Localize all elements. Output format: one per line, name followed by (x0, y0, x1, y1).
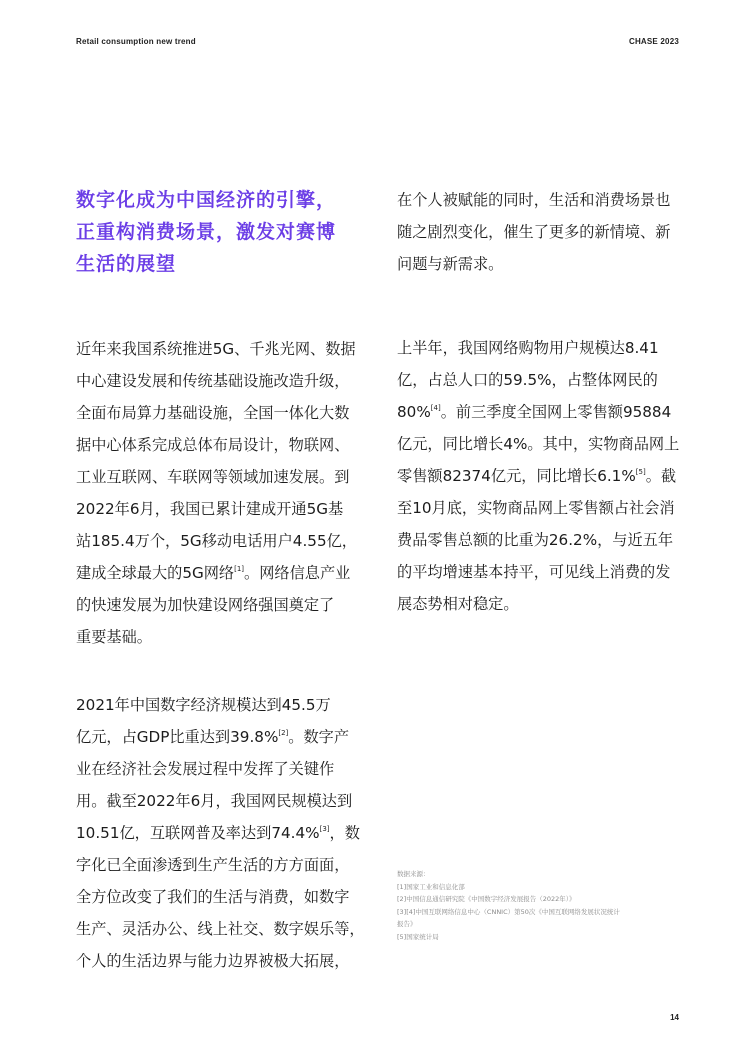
text-line: 个人的生活边界与能力边界被极大拓展， (76, 952, 350, 970)
text-line: 近年来我国系统推进5G、千兆光网、数据 (76, 340, 356, 358)
section-heading (76, 184, 366, 280)
text-segment: 。前三季度全国网上零售额95884 (440, 403, 672, 421)
text-line: 亿元，同比增长4%。其中，实物商品网上 (397, 435, 680, 453)
footnote-ref: [5] (635, 468, 646, 476)
footnote-ref: [2] (278, 729, 289, 737)
footnote-ref: [4] (430, 404, 441, 412)
text-segment: 亿元，占GDP比重达到39.8% (76, 728, 279, 746)
text-line: 业在经济社会发展过程中发挥了关键作 (76, 760, 335, 778)
source-item: [1]国家工业和信息化部 (397, 882, 465, 891)
text-line (76, 817, 366, 849)
footnote-ref: [3] (319, 825, 330, 833)
text-line: 生产、灵活办公、线上社交、数字娱乐等， (76, 920, 365, 938)
source-item: [5]国家统计局 (397, 932, 439, 941)
text-segment: ，数 (329, 824, 360, 842)
paragraph-empowerment (397, 184, 687, 280)
text-line: 在个人被赋能的同时，生活和消费场景也 (397, 191, 671, 209)
text-line: 站185.4万个，5G移动电话用户4.55亿， (76, 532, 357, 550)
text-line: 工业互联网、车联网等领域加速发展。到 (76, 468, 350, 486)
text-line: 上半年，我国网络购物用户规模达8.41 (397, 339, 659, 357)
text-line: 字化已全面渗透到生产生活的方方面面， (76, 856, 350, 874)
text-segment: 80% (397, 403, 431, 421)
footnote-ref: [1] (234, 565, 245, 573)
text-line: 展态势相对稳定。 (397, 595, 519, 613)
paragraph-online-shopping (397, 332, 687, 620)
left-column (76, 184, 366, 1013)
data-sources (397, 868, 697, 943)
right-column (397, 184, 687, 656)
text-line: 的快速发展为加快建设网络强国奠定了 (76, 596, 335, 614)
text-line: 至10月底，实物商品网上零售额占社会消 (397, 499, 675, 517)
paragraph-5g-infrastructure (76, 333, 366, 653)
header-brand: CHASE 2023 (628, 37, 679, 46)
text-line: 亿，占总人口的59.5%，占整体网民的 (397, 371, 658, 389)
text-segment: 。截 (645, 467, 677, 485)
text-line: 用。截至2022年6月，我国网民规模达到 (76, 792, 353, 810)
source-item: [3][4]中国互联网络信息中心（CNNIC）第50次《中国互联网络发展状况统计 (397, 907, 620, 916)
text-line (76, 721, 366, 753)
source-item: 报告》 (397, 920, 417, 928)
text-line: 重要基础。 (76, 628, 152, 646)
text-segment: 零售额82374亿元，同比增长6.1% (397, 467, 636, 485)
sources-title: 数据来源： (397, 870, 430, 878)
text-line: 全面布局算力基础设施，全国一体化大数 (76, 404, 350, 422)
text-segment: 建成全球最大的5G网络 (76, 564, 235, 582)
text-line: 2022年6月，我国已累计建成开通5G基 (76, 500, 344, 518)
text-segment: 。数字产 (288, 728, 350, 746)
heading-line: 数字化成为中国经济的引擎， (76, 189, 337, 211)
page-number: 14 (670, 1013, 679, 1022)
text-line: 的平均增速基本持平，可见线上消费的发 (397, 563, 671, 581)
header-title: Retail consumption new trend (76, 37, 196, 46)
text-line: 2021年中国数字经济规模达到45.5万 (76, 696, 331, 714)
text-line: 随之剧烈变化，催生了更多的新情境、新 (397, 223, 671, 241)
source-item: [2]中国信息通信研究院《中国数字经济发展报告（2022年）》 (397, 895, 576, 903)
text-line (397, 396, 687, 428)
paragraph-digital-economy (76, 689, 366, 977)
text-line: 据中心体系完成总体布局设计，物联网、 (76, 436, 350, 454)
text-line: 全方位改变了我们的生活与消费，如数字 (76, 888, 350, 906)
text-segment: 10.51亿，互联网普及率达到74.4% (76, 824, 320, 842)
text-segment: 。网络信息产业 (244, 564, 351, 582)
text-line (76, 557, 366, 589)
text-line: 费品零售总额的比重为26.2%，与近五年 (397, 531, 674, 549)
text-line: 问题与新需求。 (397, 255, 504, 273)
heading-line: 生活的展望 (76, 253, 177, 275)
text-line (397, 460, 687, 492)
heading-line: 正重构消费场景，激发对赛博 (76, 221, 337, 243)
text-line: 中心建设发展和传统基础设施改造升级， (76, 372, 350, 390)
